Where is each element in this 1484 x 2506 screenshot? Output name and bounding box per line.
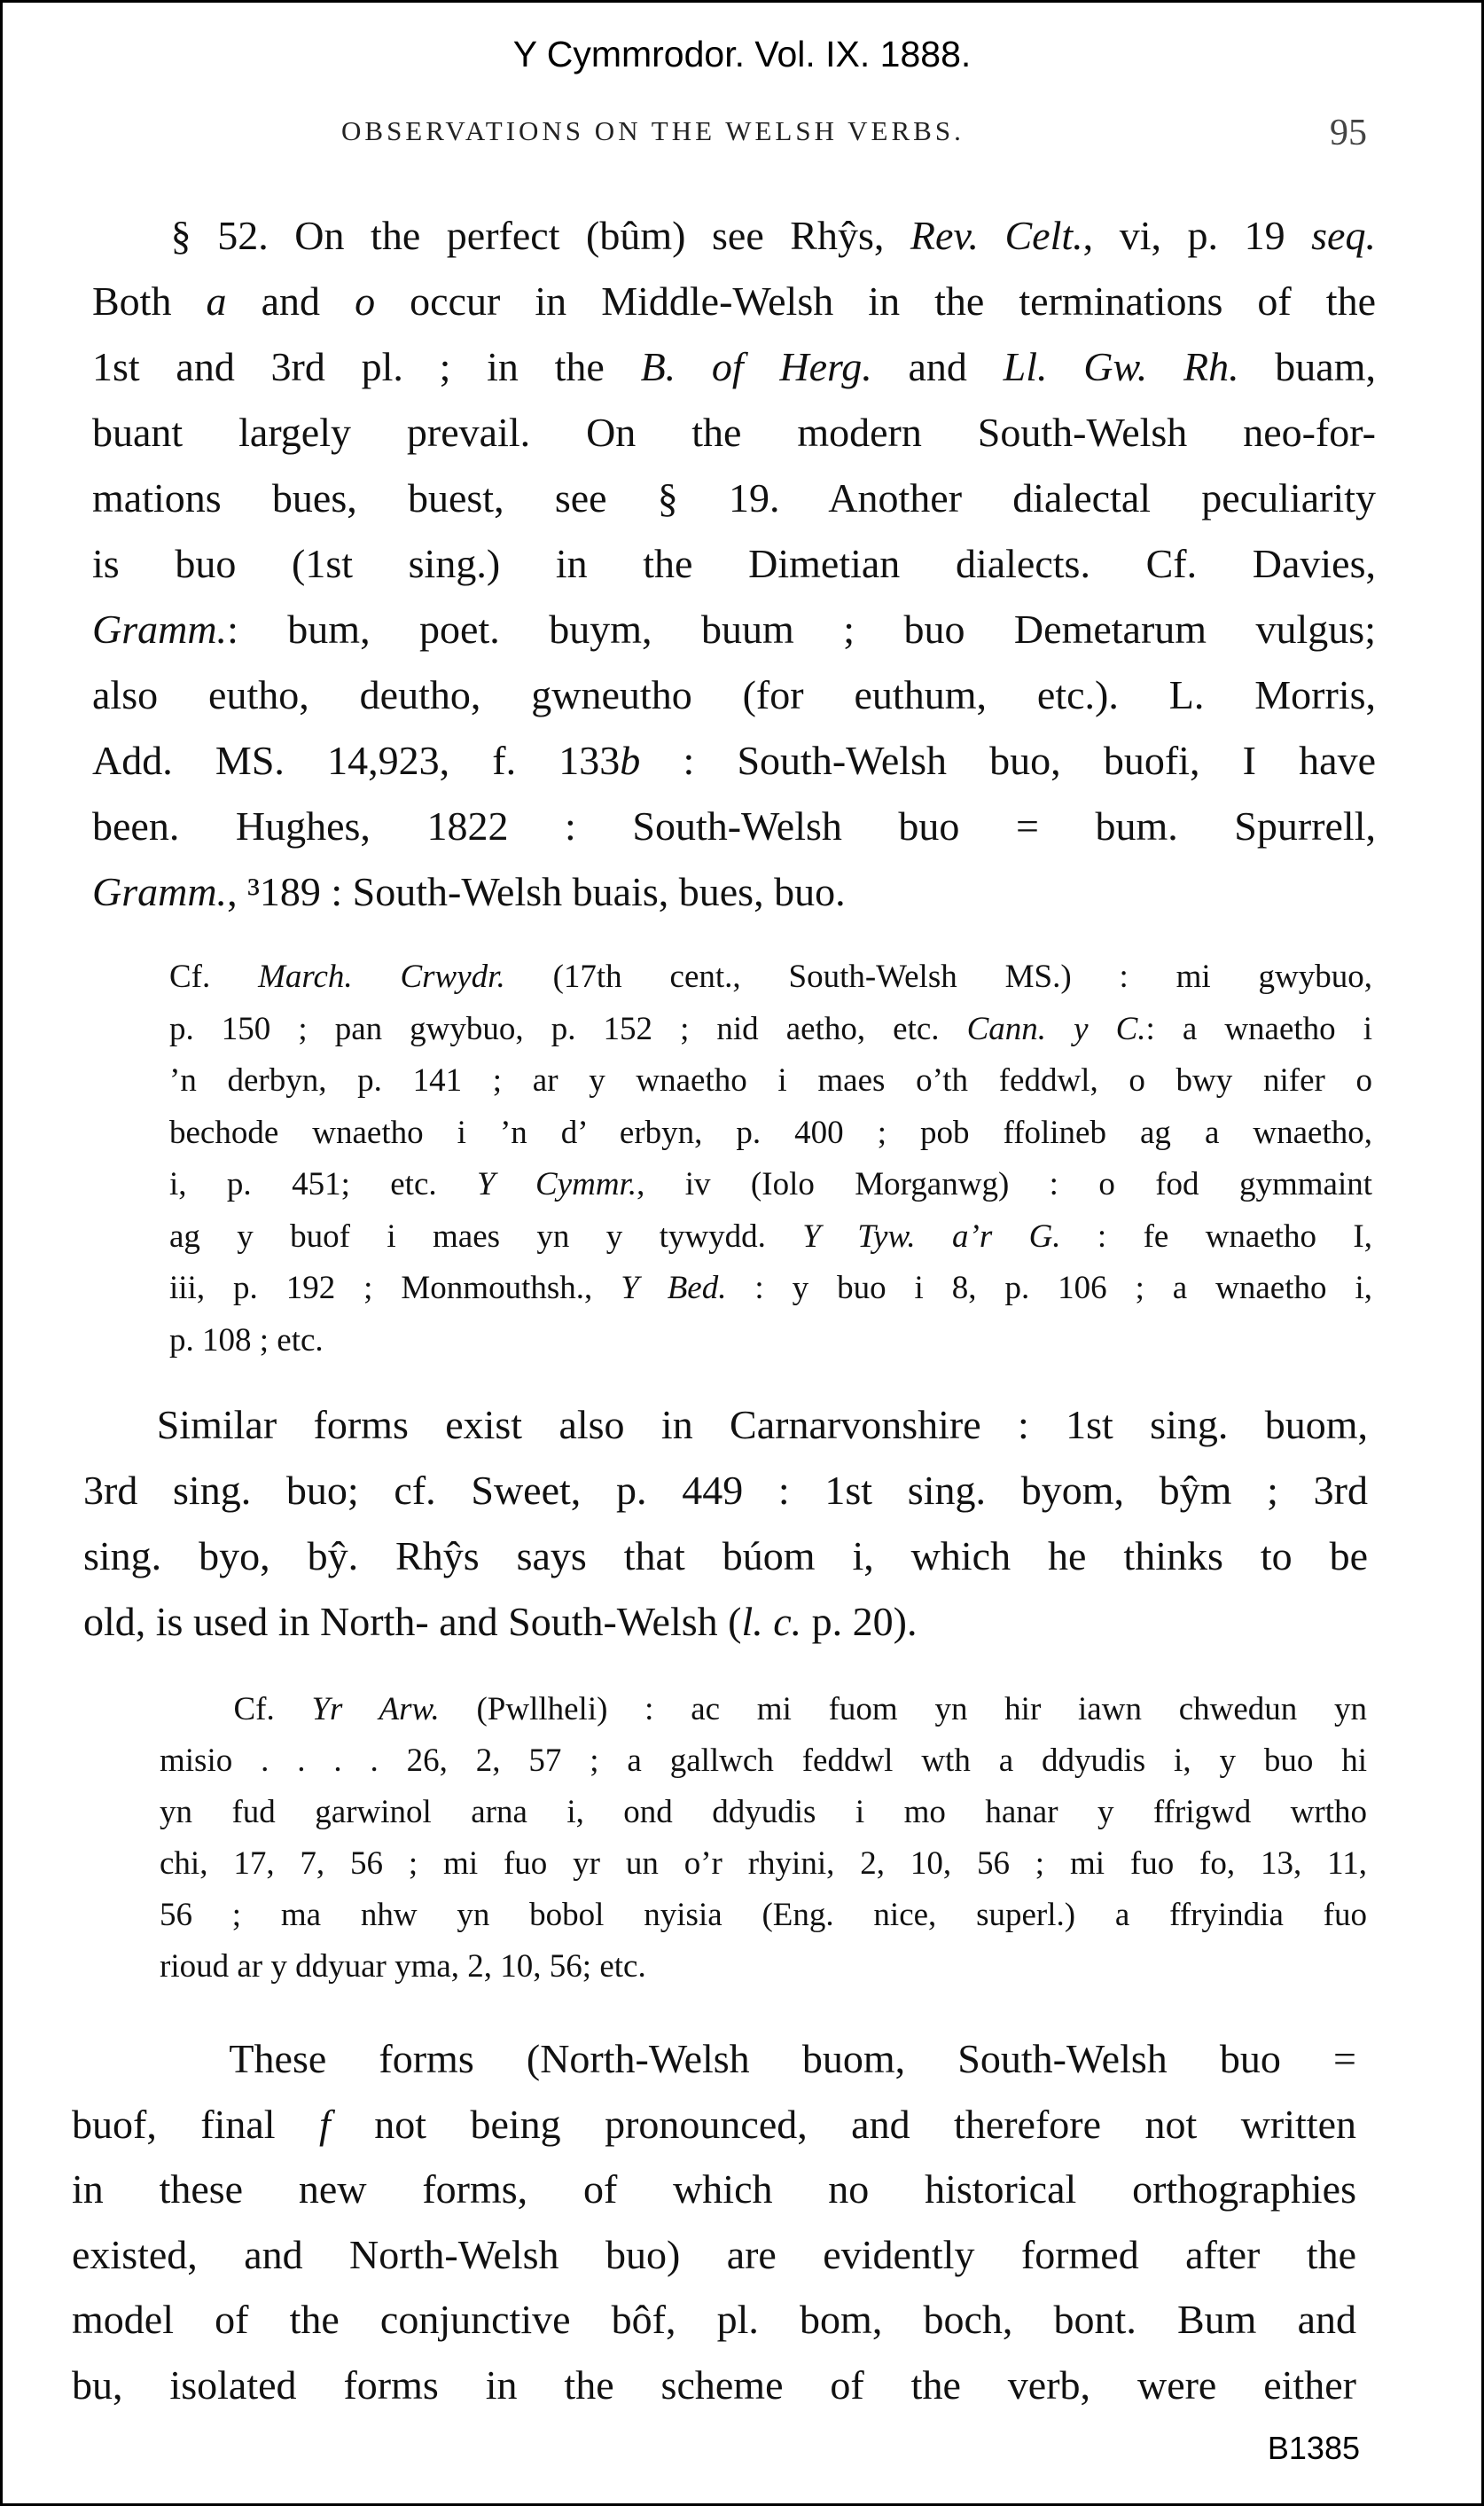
page-number: 95 xyxy=(1330,113,1367,153)
text-run: Cf. xyxy=(169,959,259,995)
text-run: and xyxy=(871,344,1004,389)
text-line xyxy=(160,1838,1367,1890)
text-run: 1st and 3rd pl. ; in the xyxy=(92,344,641,389)
italic-text-run: B. of Herg. xyxy=(640,344,872,389)
footnote-examples-pwllheli xyxy=(160,1684,1367,1993)
italic-text-run: March. Crwydr. xyxy=(258,959,505,995)
text-run: p. 108 ; etc. xyxy=(169,1321,324,1359)
text-run: ag y buof i maes yn y tywydd. xyxy=(169,1218,803,1255)
text-line xyxy=(92,334,1376,400)
journal-label: Y Cymmrodor. Vol. IX. 1888. xyxy=(512,34,972,74)
text-line xyxy=(160,1735,1367,1787)
text-run: Cf. xyxy=(160,1691,312,1727)
text-run: and xyxy=(226,278,355,324)
italic-text-run: Gramm. xyxy=(92,607,228,652)
italic-text-run: Y Cymmr. xyxy=(477,1166,637,1202)
text-run: existed, and North-Welsh buo) are evidently formed after the xyxy=(72,2231,1356,2277)
text-line xyxy=(169,1055,1372,1108)
italic-text-run: Ll. Gw. Rh. xyxy=(1003,344,1239,389)
text-run: Similar forms exist also in Carnarvonshire : 1st sing. buom, xyxy=(83,1402,1368,1447)
text-run: occur in Middle-Welsh in the terminations of the xyxy=(375,278,1376,324)
text-line xyxy=(169,1159,1372,1211)
text-run: 3rd sing. buo; cf. Sweet, p. 449 : 1st sing. byom, bŷm ; 3rd xyxy=(83,1468,1368,1513)
text-line xyxy=(92,728,1376,794)
text-run: model of the conjunctive bôf, pl. bom, boch, bont. Bum and xyxy=(72,2297,1356,2342)
italic-text-run: o xyxy=(355,278,376,324)
text-run: misio . . . . 26, 2, 57 ; a gallwch feddwl wth a ddyudis i, y buo hi xyxy=(160,1742,1367,1779)
running-head: OBSERVATIONS ON THE WELSH VERBS. xyxy=(341,115,965,146)
paragraph-section-52 xyxy=(92,203,1376,925)
text-run: , vi, p. 19 xyxy=(1082,213,1312,258)
paragraph-carnarvonshire xyxy=(83,1392,1368,1655)
italic-text-run: a xyxy=(206,278,227,324)
text-run: , iv (Iolo Morganwg) : o fod gymmaint xyxy=(637,1166,1372,1202)
text-run: (Pwllheli) : ac mi fuom yn hir iawn chwedun yn xyxy=(439,1691,1367,1727)
italic-text-run: Gramm. xyxy=(92,869,228,914)
text-run: also eutho, deutho, gwneutho (for euthum, etc.). L. Morris, xyxy=(92,672,1376,717)
text-run: buof, final xyxy=(72,2101,319,2147)
italic-text-run: Y Tyw. a’r G. xyxy=(802,1218,1061,1255)
text-run: § 52. On the perfect (bûm) see Rhŷs, xyxy=(92,213,910,258)
text-run: been. Hughes, 1822 : South-Welsh buo = bum. Spurrell, xyxy=(92,803,1376,849)
text-line xyxy=(92,203,1376,269)
text-run: ’n derbyn, p. 141 ; ar y wnaetho i maes o’th feddwl, o bwy nifer o xyxy=(169,1062,1372,1099)
paragraph-these-forms xyxy=(72,2026,1356,2417)
italic-text-run: Rev. Celt. xyxy=(910,213,1083,258)
text-run: , ³189 : South-Welsh buais, bues, buo. xyxy=(227,869,846,914)
text-run: buam, xyxy=(1238,344,1377,389)
text-line xyxy=(83,1589,1368,1655)
text-line xyxy=(169,1004,1372,1056)
text-line xyxy=(72,2157,1356,2222)
italic-text-run: Yr Arw. xyxy=(311,1691,440,1727)
text-run: chi, 17, 7, 56 ; mi fuo yr un o’r rhyini, 2, 10, 56 ; mi fuo fo, 13, 11, xyxy=(160,1845,1367,1882)
text-run: sing. byo, bŷ. Rhŷs says that búom i, which he thinks to be xyxy=(83,1533,1368,1578)
text-line xyxy=(160,1890,1367,1941)
italic-text-run: Y Bed. xyxy=(621,1270,727,1306)
text-line xyxy=(160,1684,1367,1735)
text-run: not being pronounced, and therefore not written xyxy=(330,2101,1356,2147)
text-run: yn fud garwinol arna i, ond ddyudis i mo hanar y ffrigwd wrtho xyxy=(160,1794,1367,1830)
text-run: bu, isolated forms in the scheme of the verb, were either xyxy=(72,2361,1356,2408)
text-line xyxy=(72,2092,1356,2158)
text-run: in these new forms, of which no historical orthographies xyxy=(72,2166,1356,2212)
text-line xyxy=(83,1523,1368,1589)
text-run: 56 ; ma nhw yn bobol nyisia (Eng. nice, superl.) a ffryindia fuo xyxy=(160,1897,1367,1933)
text-line xyxy=(169,1108,1372,1160)
text-line xyxy=(83,1392,1368,1458)
text-run: Add. MS. 14,923, f. 133 xyxy=(92,738,621,783)
text-line xyxy=(92,662,1376,728)
text-run: : bum, poet. buym, buum ; buo Demetarum vulgus; xyxy=(227,607,1376,652)
text-line xyxy=(92,794,1376,859)
text-line xyxy=(169,1211,1372,1264)
catalog-code: B1385 xyxy=(1267,2430,1360,2466)
text-line xyxy=(160,1941,1367,1993)
text-line xyxy=(92,859,1376,925)
text-run: rioud ar y ddyuar yma, 2, 10, 56; etc. xyxy=(160,1948,646,1985)
text-line xyxy=(72,2026,1356,2092)
text-run: These forms (North-Welsh buom, South-Welsh buo = xyxy=(72,2036,1356,2081)
italic-text-run: seq. xyxy=(1311,213,1376,258)
text-run: buant largely prevail. On the modern South-Welsh neo-for- xyxy=(92,410,1376,455)
text-run: : South-Welsh buo, buofi, I have xyxy=(640,738,1376,783)
text-line xyxy=(92,269,1376,334)
text-run: p. 20). xyxy=(801,1599,918,1644)
text-line xyxy=(72,2222,1356,2288)
footnote-examples-south-welsh xyxy=(169,951,1372,1367)
italic-text-run: l. c. xyxy=(741,1599,802,1644)
text-line xyxy=(169,951,1372,1004)
text-run: i, p. 451; etc. xyxy=(169,1166,478,1202)
text-line xyxy=(83,1458,1368,1523)
text-line xyxy=(169,1263,1372,1315)
text-run: : a wnaetho i xyxy=(1145,1010,1373,1047)
text-run: (17th cent., South-Welsh MS.) : mi gwybuo, xyxy=(504,959,1373,995)
text-line xyxy=(160,1787,1367,1838)
text-line xyxy=(72,2287,1356,2353)
text-line xyxy=(92,400,1376,466)
text-line xyxy=(169,1315,1372,1367)
text-run: : y buo i 8, p. 106 ; a wnaetho i, xyxy=(726,1270,1372,1306)
italic-text-run: b xyxy=(620,738,641,783)
italic-text-run: f xyxy=(319,2101,331,2147)
text-line xyxy=(72,2353,1356,2418)
text-run: Both xyxy=(92,278,207,324)
text-run: is buo (1st sing.) in the Dimetian dialects. Cf. Davies, xyxy=(92,541,1376,586)
text-line xyxy=(92,466,1376,531)
text-run: p. 150 ; pan gwybuo, p. 152 ; nid aetho, etc. xyxy=(169,1010,967,1047)
text-run: mations bues, buest, see § 19. Another dialectal peculiarity xyxy=(92,475,1376,521)
text-run: old, is used in North- and South-Welsh ( xyxy=(83,1599,742,1644)
italic-text-run: Cann. y C. xyxy=(966,1010,1146,1047)
text-run: : fe wnaetho I, xyxy=(1060,1218,1372,1255)
text-line xyxy=(92,531,1376,597)
text-run: iii, p. 192 ; Monmouthsh., xyxy=(169,1270,621,1306)
text-line xyxy=(92,597,1376,662)
text-run: bechode wnaetho i ’n d’ erbyn, p. 400 ; pob ffolineb ag a wnaetho, xyxy=(169,1114,1372,1151)
